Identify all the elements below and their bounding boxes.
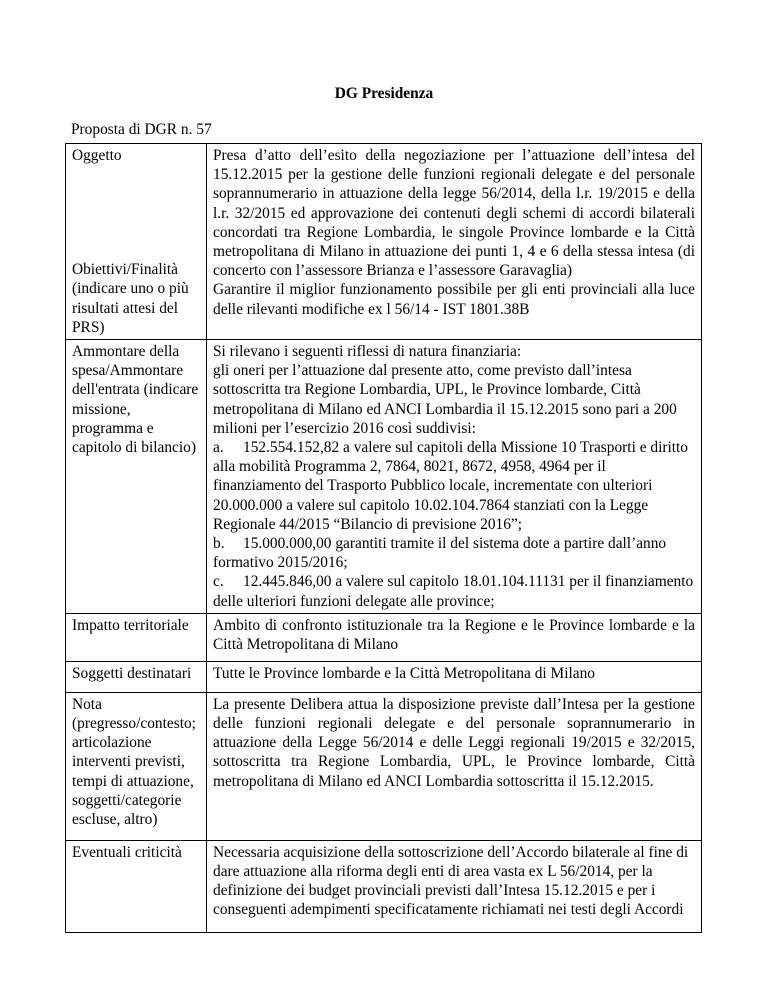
list-item-text: 12.445.846,00 a valere sul capitolo 18.01.104.11131 per il finanziamento delle ulteriori funzioni delegate alle province;: [213, 573, 694, 610]
table-row-criticita: [66, 840, 702, 932]
value-cell: [207, 340, 702, 614]
value-impatto: Ambito di confronto istituzionale tra la Regione e le Province lombarde e la Città Metropolitana di Milano: [213, 616, 695, 654]
list-item: [213, 534, 695, 572]
proposal-table: [65, 143, 702, 933]
label-oggetto: Oggetto: [72, 147, 122, 164]
list-item-text: 15.000.000,00 garantiti tramite il del sistema dote a partire dall’anno formativo 2015/2016;: [213, 535, 667, 572]
label-obiettivi: Obiettivi/Finalità (indicare uno o più risultati attesi del PRS): [72, 261, 189, 336]
value-obiettivi: Garantire il miglior funzionamento possibile per gli enti provinciali alla luce delle rilevanti modifiche ex l 56/14 - IST 1801.38B: [213, 281, 695, 318]
value-cell: [207, 144, 702, 340]
label-cell: [66, 840, 207, 932]
label-spesa: Ammontare della spesa/Ammontare dell'entrata (indicare missione, programma e capitolo di bilancio): [72, 343, 199, 457]
list-marker: c.: [213, 573, 224, 591]
list-item: [213, 572, 695, 610]
list-marker: a.: [213, 439, 224, 457]
value-cell: [207, 692, 702, 840]
value-cell: [207, 661, 702, 692]
label-cell: [66, 144, 207, 340]
list-marker: b.: [213, 535, 225, 553]
spesa-description: gli oneri per l’attuazione dal presente atto, come previsto dall’intesa sottoscritta tra Regione Lombardia, UPL, le Province lombarde, Città metropolitana di Milano ed ANCI Lombardia il 15.12.2015 sono pari a 200 milioni per l’esercizio 2016 così suddivisi:: [213, 362, 677, 437]
label-cell: [66, 692, 207, 840]
table-row-soggetti: [66, 661, 702, 692]
label-cell: [66, 661, 207, 692]
label-cell: [66, 340, 207, 614]
label-nota: Nota (pregresso/contesto; articolazione interventi previsti, tempi di attuazione, soggetti/categorie escluse, altro): [72, 695, 196, 829]
value-cell: [207, 613, 702, 661]
value-oggetto: Presa d’atto dell’esito della negoziazione per l’attuazione dell’intesa del 15.12.2015 per la gestione delle funzioni regionali delegate e del personale soprannumerario in attuazione della legge 56/2014, della l.r. 19/2015 e della l.r. 32/2015 ed approvazione dei contenuti degli schemi di accordi bilaterali concordati tra Regione Lombardia, le singole Province lombarde e la Città metropolitana di Milano in attuazione dei punti 1, 4 e 6 della stessa intesa (di concerto con l’assessore Brianza e l’assessore Garavaglia): [213, 147, 695, 280]
value-nota: La presente Delibera attua la disposizione previste dall’Intesa per la gestione delle funzioni regionali delegate e del personale soprannumerario in attuazione della Legge 56/2014 e delle Leggi regionali 19/2015 e 32/2015, sottoscritta tra Regione Lombardia, UPL, le Province lombarde, Città metropolitana di Milano ed ANCI Lombardia sottoscritta il 15.12.2015.: [213, 695, 695, 790]
label-cell: [66, 613, 207, 661]
table-row-impatto: [66, 613, 702, 661]
spesa-intro: Si rilevano i seguenti riflessi di natura finanziaria:: [213, 343, 522, 361]
label-impatto: Impatto territoriale: [72, 616, 189, 634]
list-item-text: 152.554.152,82 a valere sul capitoli della Missione 10 Trasporti e diritto alla mobilità Programma 2, 7864, 8021, 8672, 4958, 4964 per il finanziamento del Trasporto Pubblico locale, incrementate con ulteriori 20.000.000 a valere sul capitolo 10.02.104.7864 stanziati con la Legge Regionale 44/2015 “Bilancio di previsione 2016”;: [213, 439, 688, 533]
label-criticita: Eventuali criticità: [72, 843, 182, 861]
label-soggetti: Soggetti destinatari: [72, 664, 192, 682]
value-cell: [207, 840, 702, 932]
table-row-spesa: [66, 340, 702, 614]
proposal-number: Proposta di DGR n. 57: [71, 121, 212, 138]
table-row-nota: [66, 692, 702, 840]
value-criticita: Necessaria acquisizione della sottoscrizione dell’Accordo bilaterale al fine di dare attuazione alla riforma degli enti di area vasta ex L 56/2014, per la definizione dei budget provinciali previsti dall’Intesa 15.12.2015 e per i conseguenti adempimenti specificatamente richiamati nei testi degli Accordi: [213, 843, 689, 919]
document-title: DG Presidenza: [334, 85, 434, 102]
value-soggetti: Tutte le Province lombarde e la Città Metropolitana di Milano: [213, 664, 595, 682]
table-row-oggetto: [66, 144, 702, 340]
list-item: [213, 438, 695, 534]
